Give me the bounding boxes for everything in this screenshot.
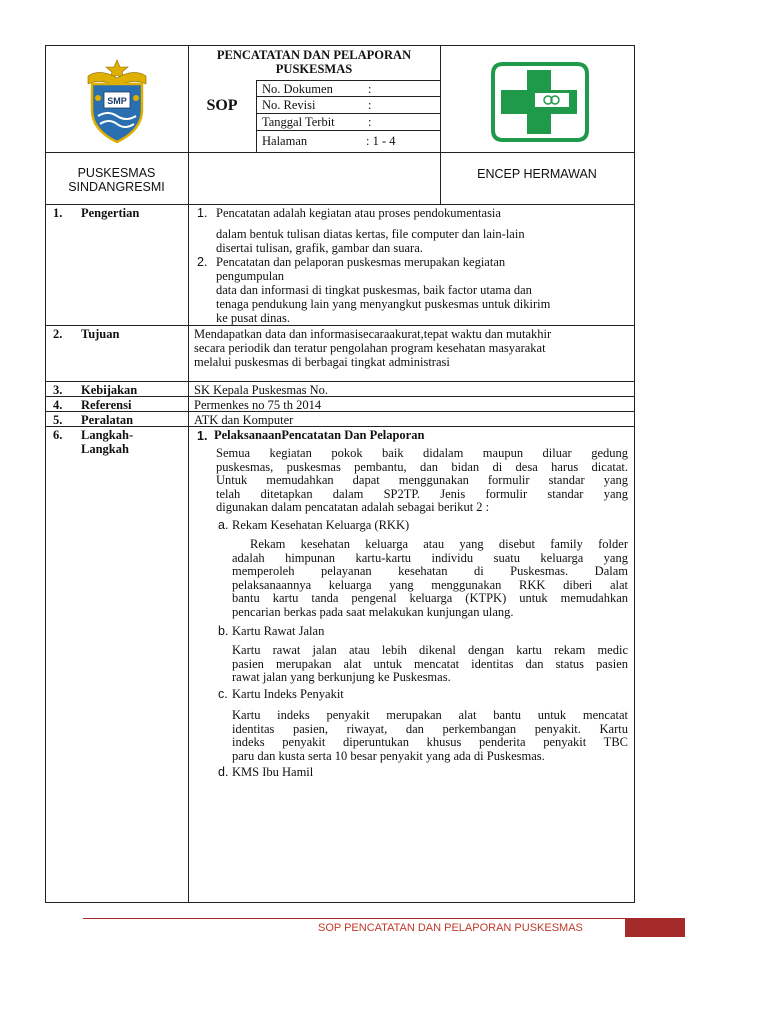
section-label-langkah-line1: Langkah- — [81, 428, 134, 442]
section-label-peralatan: Peralatan — [81, 413, 134, 427]
referensi-value: Permenkes no 75 th 2014 — [194, 398, 322, 412]
regional-emblem-icon — [80, 58, 154, 146]
paragraph-line: telah ditetapkan dalam SP2TP. Jenis formulir standar yang — [216, 486, 628, 501]
section-number-peralatan: 5. — [53, 413, 63, 427]
document-title-line2: PUSKESMAS — [275, 62, 353, 76]
sop-label: SOP — [206, 97, 238, 114]
footer-rule — [83, 918, 685, 919]
pengertian-item1-line1: Pencatatan adalah kegiatan atau proses pendokumentasia — [216, 206, 501, 220]
meta-doc-number-value: : — [368, 82, 372, 96]
paragraph-line: pencarian berkas pada saat melakukan kunjungan ulang. — [232, 604, 514, 619]
paragraph-line: bantu kartu tanda pengenal keluarga (KTPK) untuk memudahkan — [232, 591, 628, 606]
paragraph-line: Rekam kesehatan keluarga atau yang disebut family folder — [250, 537, 628, 551]
langkah-intro-paragraph — [216, 447, 628, 515]
pengertian-item2-line3: data dan informasi di tingkat puskesmas, baik factor utama dan — [216, 283, 532, 297]
section-number-kebijakan: 3. — [53, 383, 63, 397]
section-label-kebijakan: Kebijakan — [81, 383, 138, 397]
section-label-referensi: Referensi — [81, 398, 132, 412]
meta-date-label: Tanggal Terbit — [262, 115, 335, 129]
item-b-title: Kartu Rawat Jalan — [232, 624, 325, 638]
emblem-text: SMP — [107, 96, 127, 106]
item-d-marker: d. — [218, 765, 229, 779]
item-a-marker: a. — [218, 518, 229, 532]
footer-title: SOP PENCATATAN DAN PELAPORAN PUSKESMAS — [318, 922, 583, 934]
pengertian-item1-line3: disertai tulisan, grafik, gambar dan suara. — [216, 241, 423, 255]
section-number-pengertian: 1. — [53, 206, 63, 220]
pengertian-item2-marker: 2. — [197, 255, 208, 269]
pengertian-item2-line4: tenaga pendukung lain yang menyangkut puskesmas untuk dikirim — [216, 297, 551, 311]
org-name-line2: SINDANGRESMI — [68, 180, 165, 194]
paragraph-line: paru dan kusta serta 10 besar penyakit yang ada di Puskesmas. — [232, 748, 545, 763]
pengertian-item1-marker: 1. — [197, 206, 208, 220]
section-label-langkah-line2: Langkah — [81, 442, 129, 456]
paragraph-line: puskesmas, puskesmas pembantu, dan bidan di desa harus dicatat. — [216, 459, 628, 474]
item-a-body — [232, 538, 628, 620]
tujuan-line3: melalui puskesmas di berbagai tingkat administrasi — [194, 355, 450, 369]
meta-doc-number-label: No. Dokumen — [262, 82, 333, 96]
section-label-tujuan: Tujuan — [81, 327, 120, 341]
paragraph-line: pasien merupakan alat untuk mencatat identitas dan status pasien — [232, 656, 628, 671]
item-b-body — [232, 644, 628, 685]
paragraph-line: rawat jalan yang berkunjung ke Puskesmas. — [232, 670, 451, 685]
document-title-line1: PENCATATAN DAN PELAPORAN — [216, 48, 412, 62]
paragraph-line: Untuk memudahkan dapat menggunakan formulir standar yang — [216, 473, 628, 488]
pengertian-item2-line5: ke pusat dinas. — [216, 311, 290, 325]
tujuan-line2: secara periodik dan teratur pengolahan program kesehatan masyarakat — [194, 341, 546, 355]
meta-revision-label: No. Revisi — [262, 98, 316, 112]
item-d-title: KMS Ibu Hamil — [232, 765, 314, 779]
paragraph-line: Semua kegiatan pokok baik didalam maupun diluar gedung — [216, 446, 628, 460]
section-label-pengertian: Pengertian — [81, 206, 140, 220]
item-c-body — [232, 709, 628, 763]
footer-accent-block — [625, 918, 685, 937]
meta-page-value: : 1 - 4 — [366, 134, 396, 148]
peralatan-value: ATK dan Komputer — [194, 413, 294, 427]
paragraph-line: Kartu indeks penyakit merupakan alat bantu untuk mencatat — [232, 708, 628, 722]
item-c-marker: c. — [218, 687, 228, 701]
pengertian-item2-line2: pengumpulan — [216, 269, 285, 283]
pengertian-item2-line1: Pencatatan dan pelaporan puskesmas merupakan kegiatan — [216, 255, 506, 269]
tujuan-line1: Mendapatkan data dan informasisecaraakurat,tepat waktu dan mutakhir — [194, 327, 552, 341]
kebijakan-value: SK Kepala Puskesmas No. — [194, 383, 329, 397]
langkah-heading: PelaksanaanPencatatan Dan Pelaporan — [214, 428, 425, 442]
item-b-marker: b. — [218, 624, 229, 638]
item-c-title: Kartu Indeks Penyakit — [232, 687, 344, 701]
paragraph-line: identitas pasien, riwayat, dan perkembangan penyakit. Kartu — [232, 721, 628, 736]
pengertian-item1-line2: dalam bentuk tulisan diatas kertas, file computer dan lain-lain — [216, 227, 525, 241]
section-number-langkah: 6. — [53, 428, 63, 442]
paragraph-line: pelaksanaannya keluarga yang menggunakan RKK diberi alat — [232, 577, 628, 592]
puskesmas-cross-icon — [485, 60, 595, 144]
paragraph-line: memperoleh pelayanan kesehatan di Puskesmas. Dalam — [232, 564, 628, 579]
section-number-referensi: 4. — [53, 398, 63, 412]
org-name-line1: PUSKESMAS — [77, 166, 156, 180]
item-a-title: Rekam Kesehatan Keluarga (RKK) — [232, 518, 410, 532]
section-number-tujuan: 2. — [53, 327, 63, 341]
paragraph-line: adalah himpunan kartu-kartu individu suatu keluarga yang — [232, 550, 628, 565]
paragraph-line: indeks penyakit diperuntukan khusus penderita penyakit TBC — [232, 735, 628, 750]
signer-name: ENCEP HERMAWAN — [477, 167, 597, 181]
meta-date-value: : — [368, 115, 372, 129]
meta-page-label: Halaman — [262, 134, 308, 148]
langkah-heading-marker: 1. — [197, 429, 208, 443]
paragraph-line: digunakan dalam pencatatan adalah sebagai berikut 2 : — [216, 500, 490, 515]
meta-revision-value: : — [368, 98, 372, 112]
paragraph-line: Kartu rawat jalan atau lebih dikenal dengan kartu rekam medic — [232, 643, 628, 657]
